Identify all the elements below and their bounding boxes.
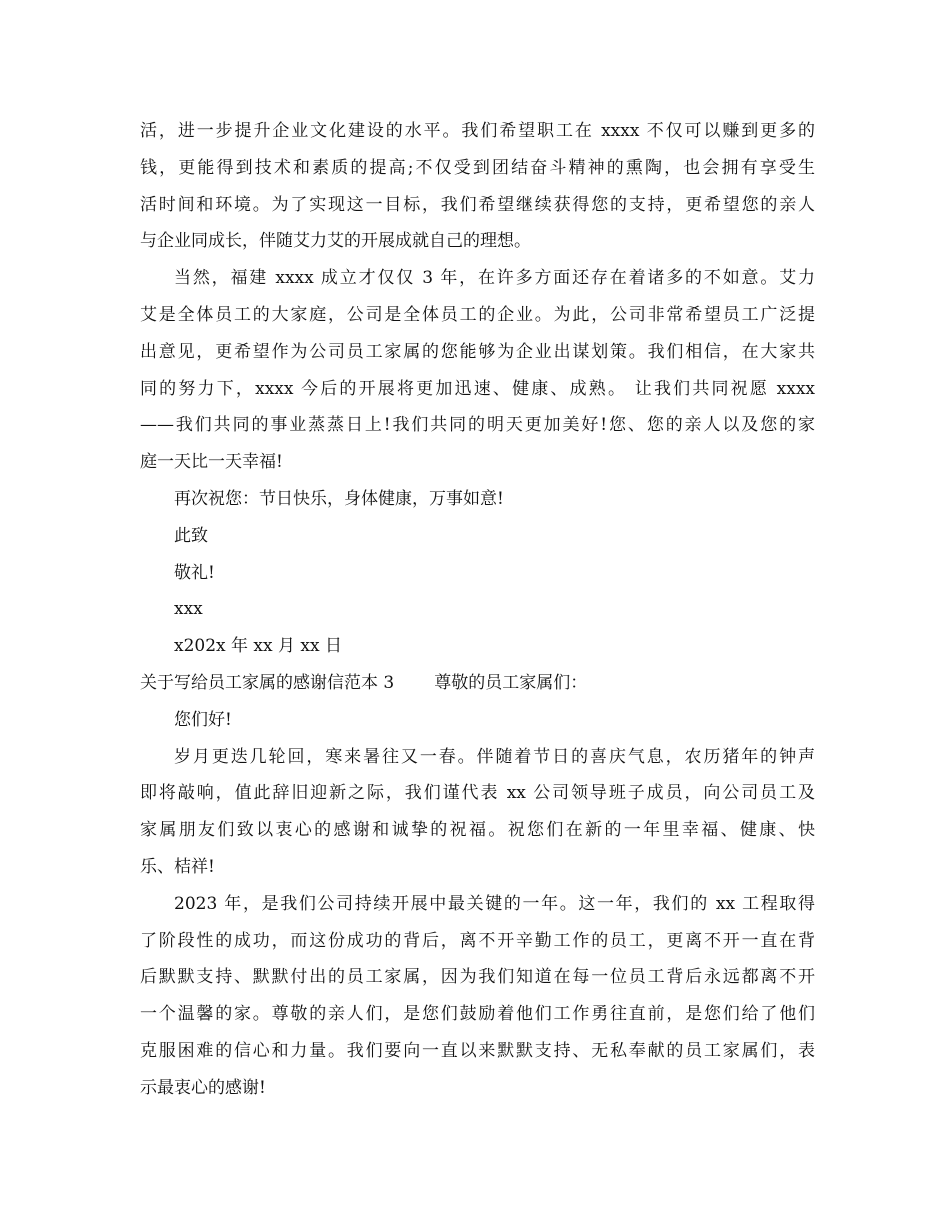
text-line: 敬礼! [174,562,215,583]
letter-section-2 [140,702,815,1107]
text-line: 2023 年，是我们公司持续开展中最关键的一年。这一年，我们的 xx 工程取得 [174,893,815,914]
text-line: 当然，福建 xxxx 成立才仅仅 3 年，在许多方面还存在着诸多的不如意。艾力 [174,268,815,289]
text-line: 同的努力下，xxxx 今后的开展将更加迅速、健康、成熟。 让我们共同祝愿 xxxx [140,378,815,399]
text-line: 克服困难的信心和力量。我们要向一直以来默默支持、无私奉献的员工家属们，表 [140,1040,815,1061]
letter-heading [140,665,815,702]
text-line: 活，进一步提升企业文化建设的水平。我们希望职工在 xxxx 不仅可以赚到更多的 [140,121,815,141]
letter-section-1 [140,113,815,665]
text-line: x202x 年 xx 月 xx 日 [174,636,342,657]
text-line: 乐、桔祥! [140,856,215,877]
text-line: 您们好! [174,709,232,730]
letter-title: 关于写给员工家属的感谢信范本 3 [140,672,395,693]
text-line: ——我们共同的事业蒸蒸日上!我们共同的明天更加美好!您、您的亲人以及您的家 [140,415,815,436]
text-line: 钱，更能得到技术和素质的提高;不仅受到团结奋斗精神的熏陶，也会拥有享受生 [140,157,815,178]
letter-salutation: 尊敬的员工家属们： [434,672,588,693]
text-line: 家属朋友们致以衷心的感谢和诚挚的祝福。祝您们在新的一年里幸福、健康、快 [140,820,815,841]
text-line: 艾是全体员工的大家庭，公司是全体员工的企业。为此，公司非常希望员工广泛提 [140,304,815,325]
text-line: 即将敲响，值此辞旧迎新之际，我们谨代表 xx 公司领导班子成员，向公司员工及 [140,783,815,804]
text-line: 庭一天比一天幸福! [140,452,283,473]
text-line: 与企业同成长，伴随艾力艾的开展成就自己的理想。 [140,231,531,252]
text-line: 了阶段性的成功，而这份成功的背后，离不开辛勤工作的员工，更离不开一直在背 [140,930,815,951]
document-body [140,113,815,1107]
text-line: xxx [174,599,203,620]
text-line: 再次祝您：节日快乐，身体健康，万事如意! [174,488,504,509]
text-line: 岁月更迭几轮回，寒来暑往又一春。伴随着节日的喜庆气息，农历猪年的钟声 [174,746,815,767]
text-line: 活时间和环境。为了实现这一目标，我们希望继续获得您的支持，更希望您的亲人 [140,194,815,215]
text-line: 此致 [174,525,208,546]
text-line: 示最衷心的感谢! [140,1077,266,1098]
text-line: 一个温馨的家。尊敬的亲人们，是您们鼓励着他们工作勇往直前，是您们给了他们 [140,1004,815,1025]
text-line: 出意见，更希望作为公司员工家属的您能够为企业出谋划策。我们相信，在大家共 [140,341,815,362]
text-line: 后默默支持、默默付出的员工家属，因为我们知道在每一位员工背后永远都离不开 [140,967,815,988]
